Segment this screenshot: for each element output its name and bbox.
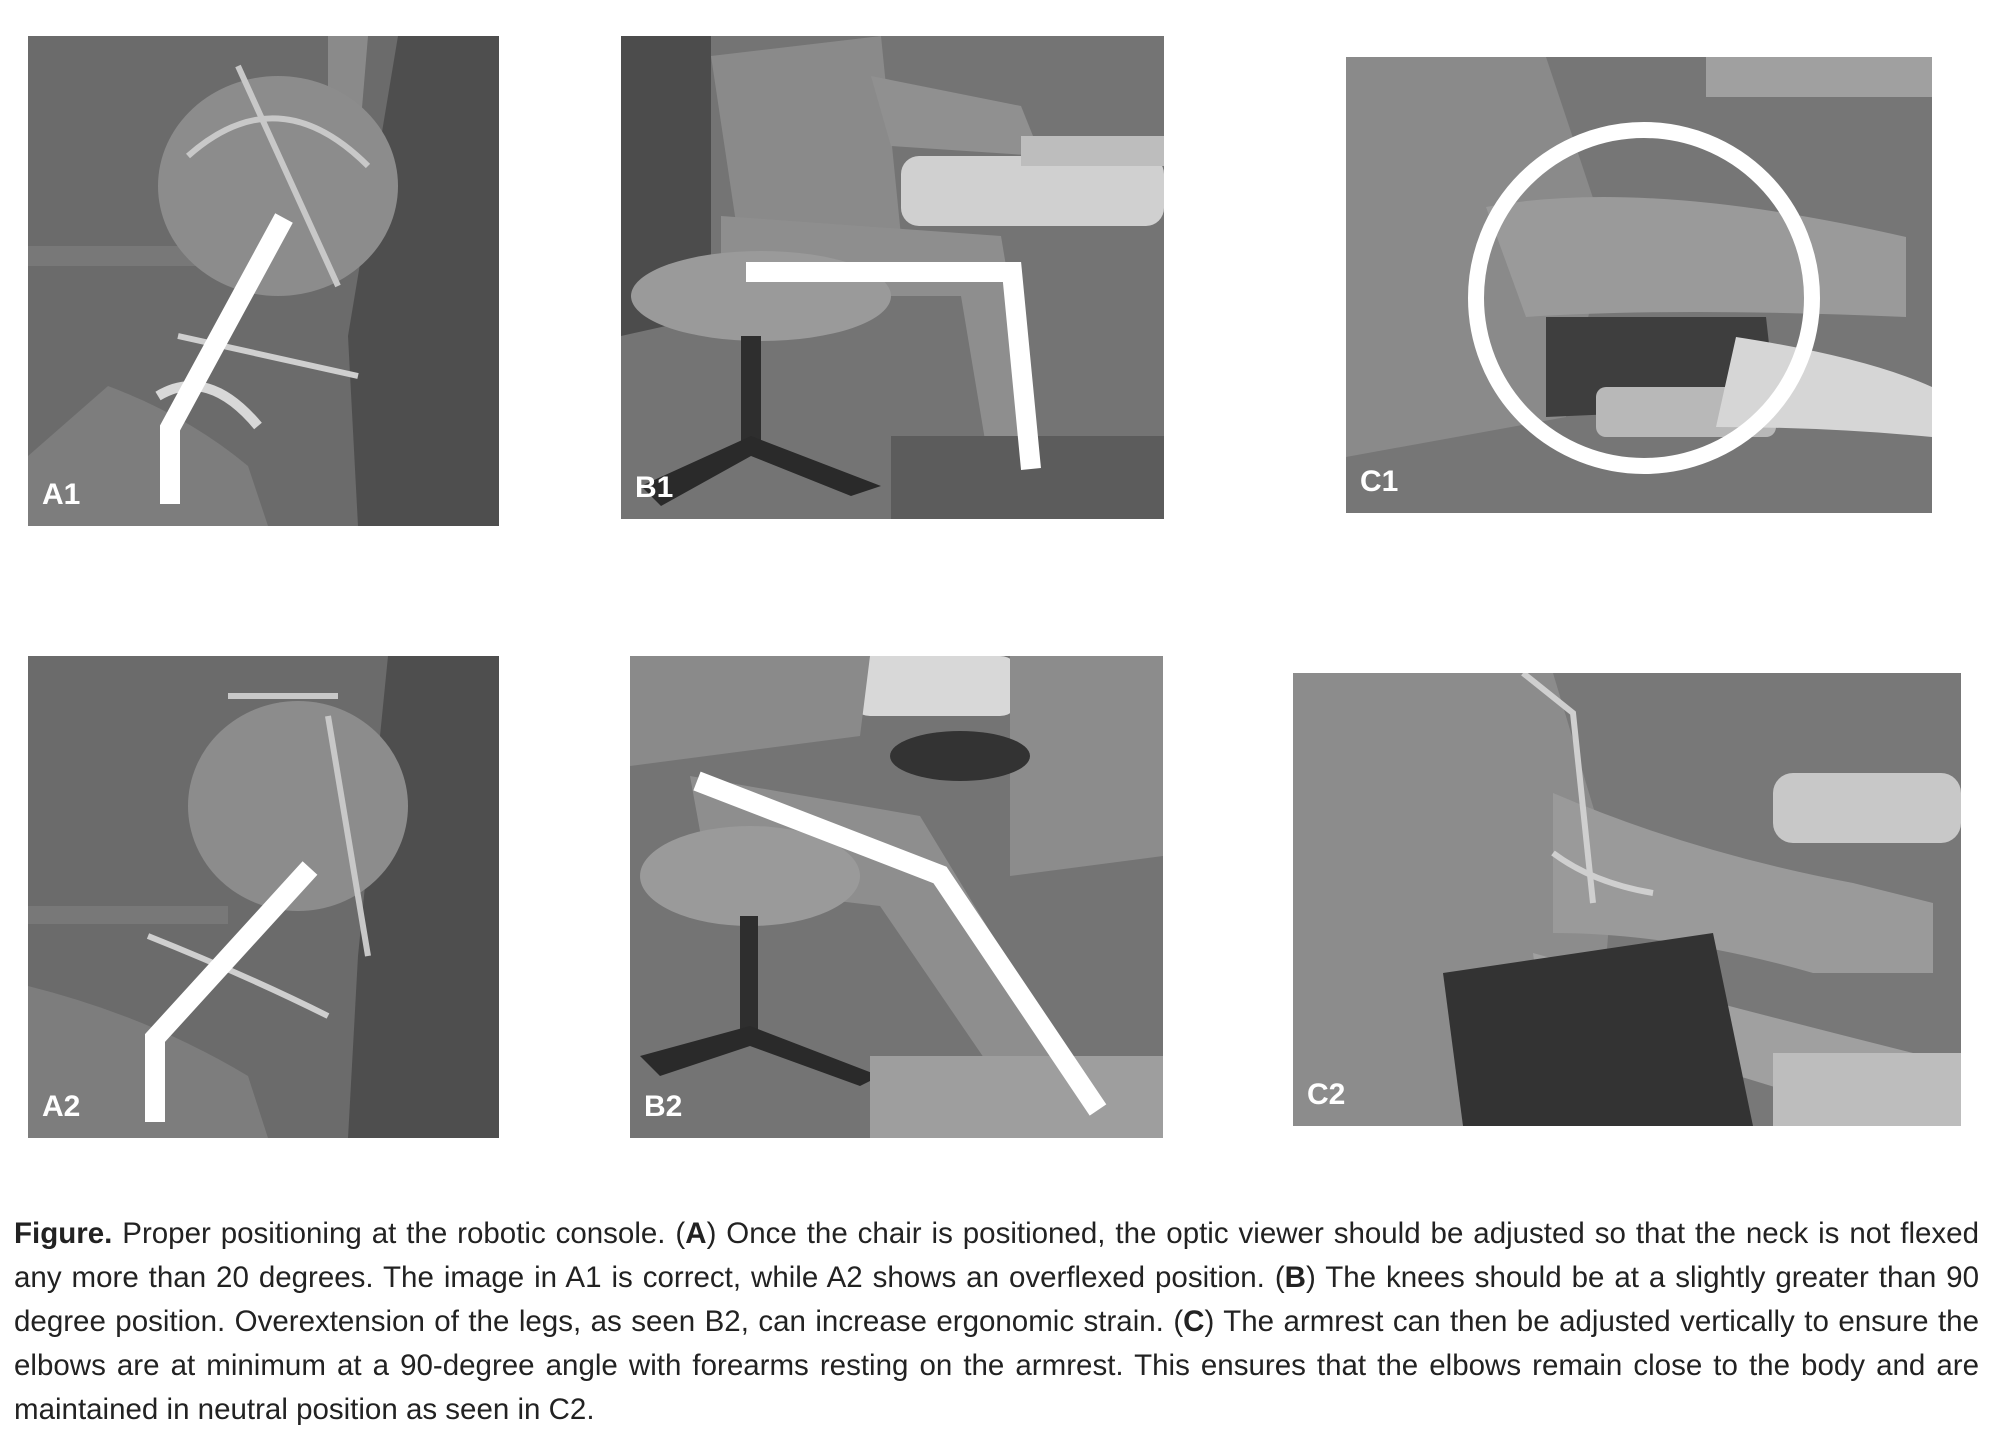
photo-c1-graphic bbox=[1346, 57, 1932, 513]
photo-b2-graphic bbox=[630, 656, 1163, 1138]
photo-panel-b1 bbox=[621, 36, 1164, 519]
caption-a-text: ) Once the chair is positioned, the optic viewer should be adjusted so that the neck is not flexed any more than 20 degrees. The image in A1 is correct, while A2 shows an overflexed position. ( bbox=[14, 1216, 1979, 1294]
panel-label-a2: A2 bbox=[42, 1090, 81, 1123]
panel-label-b2: B2 bbox=[644, 1090, 683, 1123]
photo-panel-c1 bbox=[1346, 57, 1932, 513]
panel-label-c2: C2 bbox=[1307, 1078, 1346, 1111]
photo-panel-b2 bbox=[630, 656, 1163, 1138]
photo-panel-c2 bbox=[1293, 673, 1961, 1126]
panel-label-b1: B1 bbox=[635, 471, 674, 504]
caption-c-letter: C bbox=[1183, 1304, 1205, 1338]
photo-b1-graphic bbox=[621, 36, 1164, 519]
caption-c-text: ) The armrest can then be adjusted vertically to ensure the elbows are at minimum at a 90-degree angle with forearms resting on the armrest. This ensures that the elbows remain close to the body and are maintained in neutral position as seen in C2. bbox=[14, 1304, 1979, 1426]
panel-label-c1: C1 bbox=[1360, 465, 1399, 498]
figure-caption bbox=[14, 1212, 1979, 1432]
caption-intro: Proper positioning at the robotic console. ( bbox=[112, 1216, 686, 1250]
photo-c2-graphic bbox=[1293, 673, 1961, 1126]
photo-panel-a2 bbox=[28, 656, 499, 1138]
caption-a-letter: A bbox=[685, 1216, 707, 1250]
photo-a1-graphic bbox=[28, 36, 499, 526]
caption-b-letter: B bbox=[1284, 1260, 1306, 1294]
caption-heading: Figure. bbox=[14, 1216, 113, 1250]
photo-a2-graphic bbox=[28, 656, 499, 1138]
photo-panel-a1 bbox=[28, 36, 499, 526]
caption-b-text: ) The knees should be at a slightly greater than 90 degree position. Overextension of the legs, as seen B2, can increase ergonomic strain. ( bbox=[14, 1260, 1979, 1338]
panel-label-a1: A1 bbox=[42, 478, 81, 511]
